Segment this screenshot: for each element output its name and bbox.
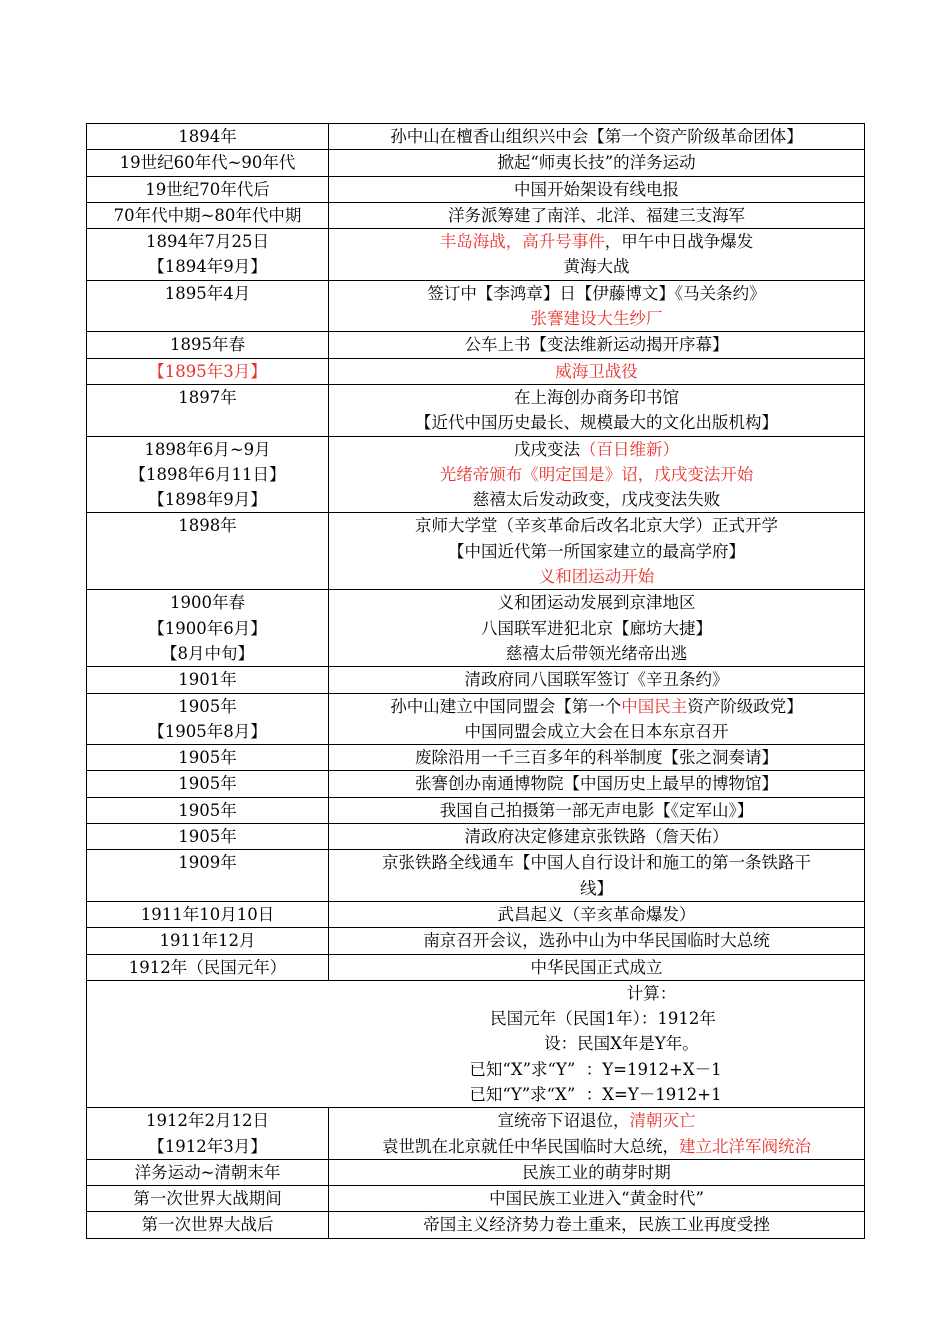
event-line [335, 1160, 858, 1185]
date-line [93, 513, 322, 538]
date-line [93, 487, 322, 512]
event-cell [329, 693, 865, 745]
text-segment: 我国自己拍摄第一部无声电影【《定军山》】 [439, 800, 754, 820]
table-row [87, 513, 865, 590]
text-segment: 洋务派筹建了南洋、北洋、福建三支海军 [448, 205, 745, 225]
date-cell [87, 176, 329, 202]
date-cell [87, 850, 329, 902]
text-segment: 武昌起义（辛亥革命爆发） [497, 904, 696, 924]
event-line [335, 539, 858, 564]
table-row [87, 824, 865, 850]
event-cell [329, 229, 865, 281]
event-cell [329, 667, 865, 693]
event-cell [329, 358, 865, 384]
date-line [93, 616, 322, 641]
date-cell [87, 590, 329, 667]
date-cell [87, 280, 329, 332]
date-line [93, 462, 322, 487]
table-row [87, 850, 865, 902]
date-line [93, 719, 322, 744]
text-segment: 南京召开会议，选孙中山为中华民国临时大总统 [423, 931, 770, 951]
table-row [87, 590, 865, 667]
event-line [335, 955, 858, 980]
text-segment: 【1905年8月】 [148, 721, 267, 741]
table-row [87, 384, 865, 436]
text-segment: 【1900年6月】 [148, 618, 267, 638]
text-segment: 慈禧太后带领光绪帝出逃 [505, 643, 688, 663]
date-cell [87, 124, 329, 150]
event-cell [329, 150, 865, 176]
highlighted-text: 光绪帝颁布《明定国是》诏，戊戌变法开始 [439, 464, 754, 484]
date-line [93, 332, 322, 357]
event-line [335, 203, 858, 228]
text-segment: 1905年 [178, 774, 237, 794]
date-line [93, 359, 322, 384]
highlighted-text: 【1895年3月】 [148, 361, 267, 381]
event-cell [329, 202, 865, 228]
text-segment: 【8月中旬】 [161, 643, 254, 663]
table-row [87, 229, 865, 281]
event-line [335, 850, 858, 875]
table-row [87, 901, 865, 927]
text-segment: 1905年 [178, 748, 237, 768]
date-line [93, 1160, 322, 1185]
text-segment: 1894年 [178, 127, 237, 146]
text-segment: 废除沿用一千三百多年的科举制度【张之洞奏请】 [415, 748, 778, 768]
text-segment: 1911年10月10日 [140, 904, 275, 924]
date-line [93, 641, 322, 666]
text-segment: 在上海创办商务印书馆 [514, 387, 679, 407]
event-line [335, 254, 858, 279]
history-timeline-table [86, 123, 865, 1239]
table-row [87, 667, 865, 693]
event-line [335, 719, 858, 744]
date-line [93, 1212, 322, 1237]
calc-line-define: 设：民国X年是Y年。 [544, 1034, 699, 1054]
date-line [93, 385, 322, 410]
text-segment: 孙中山在檀香山组织兴中会【第一个资产阶级革命团体】 [390, 127, 803, 146]
text-segment: 清政府决定修建京张铁路（詹天佑） [464, 827, 729, 847]
text-segment: 洋务运动~清朝末年 [134, 1162, 281, 1182]
date-line [93, 667, 322, 692]
calc-cell [87, 980, 865, 1107]
date-cell [87, 229, 329, 281]
highlighted-text: 丰岛海战，高升号事件 [439, 232, 605, 252]
table-row [87, 693, 865, 745]
text-segment: 义和团运动发展到京津地区 [497, 593, 696, 613]
date-line [93, 771, 322, 796]
event-cell [329, 824, 865, 850]
text-segment: 慈禧太后发动政变，戊戌变法失败 [472, 490, 721, 510]
event-cell [329, 1159, 865, 1185]
text-segment: 资产阶级政党】 [687, 696, 803, 716]
date-line [93, 229, 322, 254]
event-line [335, 385, 858, 410]
text-segment: 第一次世界大战后 [141, 1215, 274, 1235]
date-cell [87, 824, 329, 850]
table-row [87, 1186, 865, 1212]
text-segment: 宣统帝下诏退位， [497, 1111, 630, 1131]
highlighted-text: 清朝灭亡 [629, 1111, 696, 1131]
date-line [93, 745, 322, 770]
text-segment: 孙中山建立中国同盟会【第一个 [390, 696, 622, 716]
table-row [87, 202, 865, 228]
text-segment: 中国开始架设有线电报 [514, 179, 679, 199]
text-segment: 【1898年6月11日】 [129, 464, 286, 484]
date-cell [87, 332, 329, 358]
table-row [87, 176, 865, 202]
event-line [335, 641, 858, 666]
text-segment: 1911年12月 [159, 931, 256, 951]
event-line [335, 616, 858, 641]
event-cell [329, 176, 865, 202]
event-line [335, 876, 858, 901]
event-line [335, 590, 858, 615]
date-line [93, 824, 322, 849]
text-segment: 黄海大战 [563, 257, 630, 277]
event-line [335, 798, 858, 823]
event-cell [329, 1186, 865, 1212]
event-cell [329, 436, 865, 513]
text-segment: 1897年 [178, 387, 237, 407]
event-line [335, 177, 858, 202]
table-row [87, 745, 865, 771]
text-segment: 1905年 [178, 800, 237, 820]
text-segment: 民族工业的萌芽时期 [522, 1162, 671, 1182]
highlighted-text: 张謇建设大生纱厂 [530, 309, 663, 329]
highlighted-text: 义和团运动开始 [538, 567, 655, 587]
event-line [335, 694, 858, 719]
text-segment: 1895年4月 [164, 283, 251, 303]
text-segment: 1905年 [178, 696, 237, 716]
text-segment: 1894年7月25日 [146, 232, 269, 252]
event-line [335, 824, 858, 849]
event-line [335, 564, 858, 589]
date-cell [87, 1212, 329, 1238]
event-line [335, 281, 858, 306]
calc-line-base: 民国元年（民国1年）：1912年 [490, 1009, 716, 1029]
text-segment: 【近代中国历史最长、规模最大的文化出版机构】 [415, 413, 778, 433]
highlighted-text: 威海卫战役 [555, 361, 638, 381]
text-segment: 掀起“师夷长技”的洋务运动 [497, 153, 696, 173]
date-cell [87, 513, 329, 590]
highlighted-text: 中国民主 [621, 696, 688, 716]
date-cell [87, 1186, 329, 1212]
text-segment: 帝国主义经济势力卷土重来，民族工业再度受挫 [423, 1215, 770, 1235]
event-cell [329, 954, 865, 980]
date-cell [87, 928, 329, 954]
date-cell [87, 667, 329, 693]
text-segment: 中国同盟会成立大会在日本东京召开 [464, 721, 729, 741]
event-line [335, 1212, 858, 1237]
table-row [87, 1159, 865, 1185]
table-row [87, 797, 865, 823]
event-line [335, 1186, 858, 1211]
date-cell [87, 797, 329, 823]
calc-section [87, 980, 865, 1107]
event-line [335, 513, 858, 538]
table-row [87, 771, 865, 797]
table-row [87, 954, 865, 980]
date-line [93, 850, 322, 875]
date-cell [87, 693, 329, 745]
date-line [93, 203, 322, 228]
event-line [335, 745, 858, 770]
date-cell [87, 202, 329, 228]
date-line [93, 124, 322, 149]
event-line [335, 1134, 858, 1159]
event-line [335, 150, 858, 175]
table-row [87, 436, 865, 513]
date-line [93, 1186, 322, 1211]
date-cell [87, 954, 329, 980]
text-segment: 【1894年9月】 [148, 257, 267, 277]
event-cell [329, 928, 865, 954]
table-row [87, 332, 865, 358]
timeline-body-main [87, 124, 865, 981]
event-cell [329, 1212, 865, 1238]
text-segment: 中华民国正式成立 [530, 957, 663, 977]
date-line [93, 1108, 322, 1133]
text-segment: 1895年春 [170, 335, 245, 355]
event-cell [329, 850, 865, 902]
event-cell [329, 280, 865, 332]
text-segment: 1898年 [178, 516, 237, 536]
date-cell [87, 901, 329, 927]
event-cell [329, 590, 865, 667]
timeline-body-tail [87, 1108, 865, 1238]
text-segment: 戊戌变法 [514, 439, 580, 459]
event-cell [329, 771, 865, 797]
event-line [335, 462, 858, 487]
event-line [335, 306, 858, 331]
date-line [93, 281, 322, 306]
date-line [93, 1134, 322, 1159]
date-cell [87, 1108, 329, 1160]
calc-title: 计算： [626, 983, 677, 1003]
date-cell [87, 436, 329, 513]
date-cell [87, 1159, 329, 1185]
text-segment: 1912年（民国元年） [128, 957, 287, 977]
date-cell [87, 150, 329, 176]
calc-line-y-to-x: 已知“Y”求“X” ：X=Y－1912+1 [469, 1084, 722, 1104]
date-line [93, 177, 322, 202]
text-segment: 1909年 [178, 853, 237, 873]
text-segment: 京师大学堂（辛亥革命后改名北京大学）正式开学 [415, 516, 778, 536]
text-segment: 中国民族工业进入“黄金时代” [489, 1189, 704, 1209]
date-line [93, 928, 322, 953]
event-line [335, 771, 858, 796]
table-row [87, 280, 865, 332]
text-segment: 1912年2月12日 [146, 1111, 269, 1131]
date-line [93, 150, 322, 175]
text-segment: 公车上书【变法维新运动揭开序幕】 [464, 335, 729, 355]
event-cell [329, 745, 865, 771]
date-line [93, 694, 322, 719]
highlighted-text: （百日维新） [580, 439, 679, 459]
text-segment: 70年代中期~80年代中期 [113, 205, 302, 225]
event-cell [329, 124, 865, 150]
date-line [93, 437, 322, 462]
highlighted-text: 建立北洋军阀统治 [679, 1136, 811, 1156]
date-line [93, 798, 322, 823]
event-line [335, 902, 858, 927]
event-line [335, 437, 858, 462]
event-cell [329, 332, 865, 358]
text-segment: 签订中【李鸿章】日【伊藤博文】《马关条约》 [427, 283, 766, 303]
text-segment: 八国联军进犯北京【廊坊大捷】 [481, 618, 712, 638]
table-row [87, 150, 865, 176]
text-segment: 【中国近代第一所国家建立的最高学府】 [448, 541, 745, 561]
date-cell [87, 745, 329, 771]
table-row [87, 1212, 865, 1238]
calc-line-x-to-y: 已知“X”求“Y” ：Y=1912+X－1 [469, 1059, 722, 1079]
date-line [93, 590, 322, 615]
date-cell [87, 771, 329, 797]
text-segment: 1900年春 [170, 593, 245, 613]
event-cell [329, 901, 865, 927]
event-line [335, 1108, 858, 1133]
text-segment: 1905年 [178, 827, 237, 847]
text-segment: 袁世凯在北京就任中华民国临时大总统， [382, 1136, 679, 1156]
date-cell [87, 358, 329, 384]
text-segment: 第一次世界大战期间 [133, 1189, 282, 1209]
table-row [87, 358, 865, 384]
calc-row [87, 980, 865, 1107]
text-segment: 19世纪60年代~90年代 [119, 153, 296, 173]
text-segment: ，甲午中日战争爆发 [604, 232, 754, 252]
event-line [335, 332, 858, 357]
event-cell [329, 513, 865, 590]
text-segment: 张謇创办南通博物院【中国历史上最早的博物馆】 [415, 774, 778, 794]
text-segment: 京张铁路全线通车【中国人自行设计和施工的第一条铁路干 [382, 853, 811, 873]
event-line [335, 410, 858, 435]
text-segment: 1901年 [178, 670, 237, 690]
event-line [335, 487, 858, 512]
text-segment: 清政府同八国联军签订《辛丑条约》 [464, 670, 729, 690]
text-segment: 1898年6月~9月 [144, 439, 271, 459]
event-line [335, 928, 858, 953]
date-line [93, 955, 322, 980]
event-line [335, 667, 858, 692]
event-line [335, 229, 858, 254]
date-line [93, 254, 322, 279]
table-row [87, 928, 865, 954]
event-cell [329, 797, 865, 823]
event-line [335, 359, 858, 384]
text-segment: 【1912年3月】 [148, 1136, 267, 1156]
event-cell [329, 1108, 865, 1160]
table-row [87, 1108, 865, 1160]
event-cell [329, 384, 865, 436]
table-row [87, 124, 865, 150]
text-segment: 19世纪70年代后 [145, 179, 270, 199]
event-line [335, 124, 858, 149]
date-line [93, 902, 322, 927]
date-cell [87, 384, 329, 436]
text-segment: 【1898年9月】 [148, 490, 267, 510]
text-segment: 线】 [580, 878, 613, 898]
